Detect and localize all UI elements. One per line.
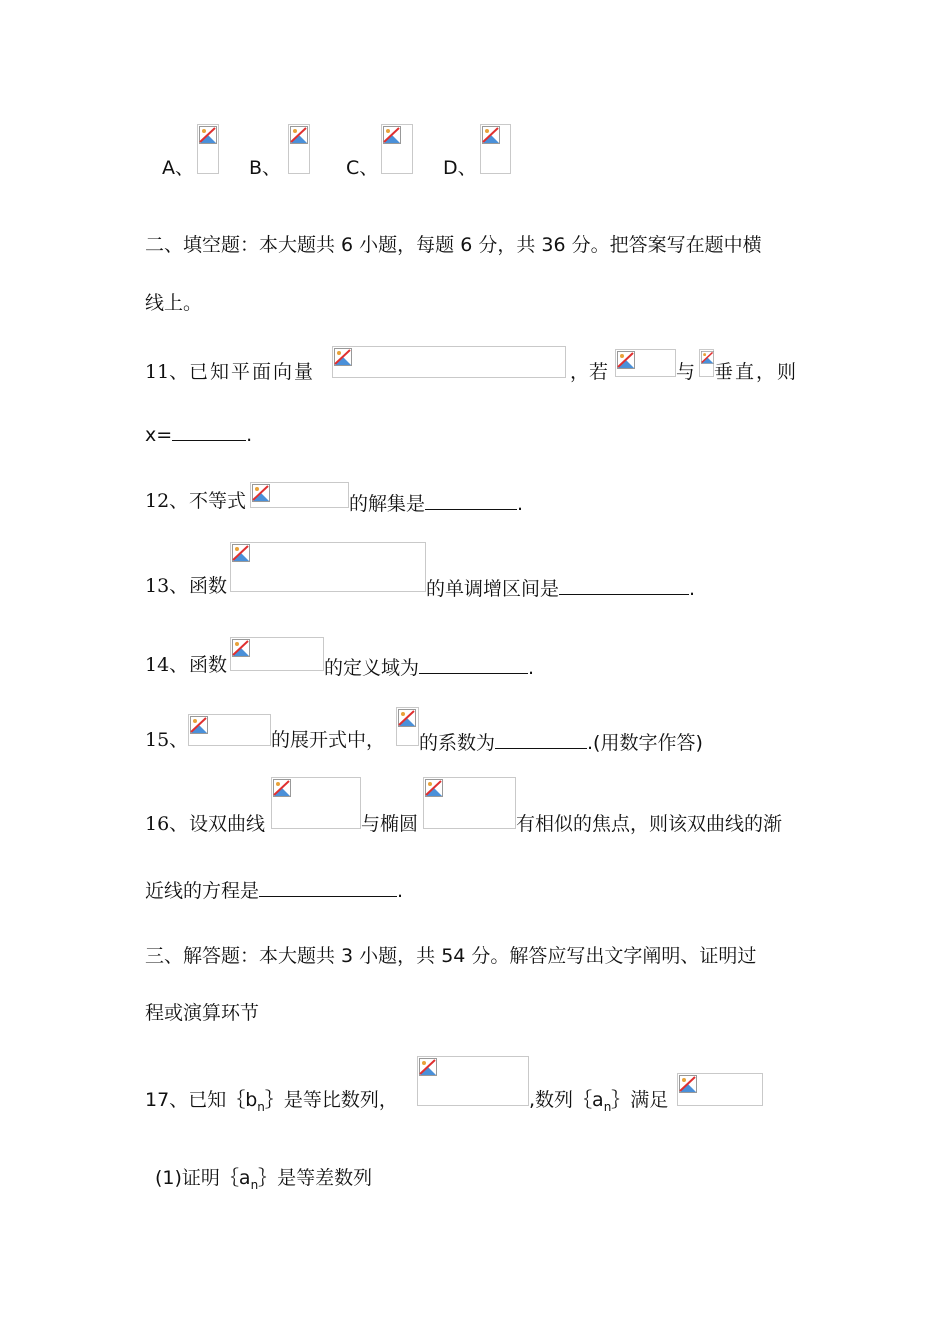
q15-text1: 的展开式中， (271, 729, 386, 751)
q11-text1: 已知平面向量 (189, 361, 316, 383)
broken-image-icon (252, 484, 270, 502)
broken-image-icon (679, 1075, 697, 1093)
q16-answer-line (145, 876, 403, 903)
broken-image-icon (383, 126, 401, 144)
q16-number: 16、 (145, 813, 189, 835)
q11-text3: 与 (676, 361, 696, 383)
q17-part1-prefix: (1)证明｛a (155, 1167, 251, 1189)
q13-answer-blank[interactable] (559, 574, 689, 595)
broken-image-icon (273, 779, 291, 797)
q16-hyperbola-image (271, 777, 361, 829)
section3-heading-line2: 程或演算环节 (145, 1002, 260, 1024)
option-d-image (480, 124, 511, 174)
q14-suffix: . (528, 657, 535, 679)
q12-text2: 的解集是 (349, 493, 426, 515)
q17-an-formula-image (677, 1073, 763, 1106)
option-b-label: B、 (249, 157, 282, 179)
q17-part1 (155, 1166, 372, 1197)
broken-image-icon (482, 126, 500, 144)
q12-inequality-image (250, 482, 349, 508)
q11-vectors-image (332, 346, 566, 378)
option-b-image (288, 124, 310, 174)
q15-binomial-image (188, 714, 271, 746)
q11-answer-blank[interactable] (172, 420, 246, 441)
q14-text2: 的定义域为 (324, 657, 420, 679)
q12-text1: 不等式 (189, 490, 247, 512)
q12-answer-line (349, 489, 523, 516)
broken-image-icon (334, 348, 352, 366)
option-c-image (381, 124, 413, 174)
q15-text2: 的系数为 (419, 732, 496, 754)
q17-text3: ,数列｛a (529, 1089, 604, 1111)
q14-answer-line (324, 653, 534, 680)
section3-heading-line1: 三、解答题：本大题共 3 小题，共 54 分。解答应写出文字阐明、证明过 (145, 945, 757, 967)
q11-text2: ，若 (570, 361, 609, 383)
q11-expr2-image (699, 349, 714, 377)
q11-answer-suffix: . (246, 424, 253, 446)
q17-sub2: n (603, 1099, 612, 1114)
q15-number: 15、 (145, 729, 189, 751)
q16-answer-suffix: . (397, 880, 404, 902)
q17-line1-part2 (529, 1088, 668, 1119)
q17-sub1: n (257, 1099, 265, 1114)
broken-image-icon (199, 126, 217, 144)
q17-text4: ｝满足 (611, 1089, 669, 1111)
q17-part1-suffix: ｝是等差数列 (258, 1167, 373, 1189)
q13-function-image (230, 542, 426, 592)
q12-answer-blank[interactable] (425, 489, 517, 510)
q13-text2: 的单调增区间是 (426, 578, 560, 600)
q14-answer-blank[interactable] (419, 653, 528, 674)
q13-answer-line (426, 574, 695, 601)
q14-number: 14、 (145, 654, 189, 676)
option-d-label: D、 (443, 157, 477, 179)
broken-image-icon (701, 351, 714, 364)
q11-expr1-image (615, 349, 676, 377)
q17-bn-formula-image (417, 1056, 529, 1106)
q13-suffix: . (689, 578, 696, 600)
q17-part1-sub: n (250, 1177, 259, 1192)
broken-image-icon (290, 126, 308, 144)
q13-number: 13、 (145, 575, 189, 597)
q11-answer-line (145, 420, 252, 447)
q15-answer-line (419, 728, 703, 755)
q16-text1: 设双曲线 (189, 813, 266, 835)
q12-number: 12、 (145, 490, 189, 512)
q15-suffix: .(用数字作答) (587, 732, 703, 754)
q17-text2: ｝是等比数列， (264, 1089, 398, 1111)
option-c-label: C、 (346, 157, 379, 179)
q11-answer-prefix: x= (145, 424, 173, 446)
q17-line1-part1 (145, 1088, 398, 1119)
q16-answer-blank[interactable] (259, 876, 397, 897)
broken-image-icon (398, 709, 416, 727)
section2-heading-line1: 二、填空题：本大题共 6 小题，每题 6 分，共 36 分。把答案写在题中横 (145, 234, 762, 256)
broken-image-icon (425, 779, 443, 797)
q16-ellipse-image (423, 777, 516, 829)
broken-image-icon (190, 716, 208, 734)
q15-term-image (396, 707, 419, 746)
q11-number: 11、 (145, 361, 189, 383)
q14-function-image (230, 637, 324, 671)
q16-answer-prefix: 近线的方程是 (145, 880, 260, 902)
option-a-label: A、 (162, 157, 194, 179)
q16-text3: 有相似的焦点，则该双曲线的渐 (516, 813, 783, 835)
q12-suffix: . (517, 493, 524, 515)
broken-image-icon (617, 351, 635, 369)
q14-text1: 函数 (189, 654, 228, 676)
q16-text2: 与椭圆 (361, 813, 419, 835)
broken-image-icon (232, 544, 250, 562)
q15-answer-blank[interactable] (495, 728, 587, 749)
q11-text4: 垂直，则 (714, 361, 799, 383)
q17-number: 17、 (145, 1089, 189, 1111)
option-a-image (197, 124, 219, 174)
broken-image-icon (232, 639, 250, 657)
broken-image-icon (419, 1058, 437, 1076)
q17-text1: 已知｛b (188, 1089, 258, 1111)
section2-heading-line2: 线上。 (145, 292, 203, 314)
q13-text1: 函数 (189, 575, 228, 597)
